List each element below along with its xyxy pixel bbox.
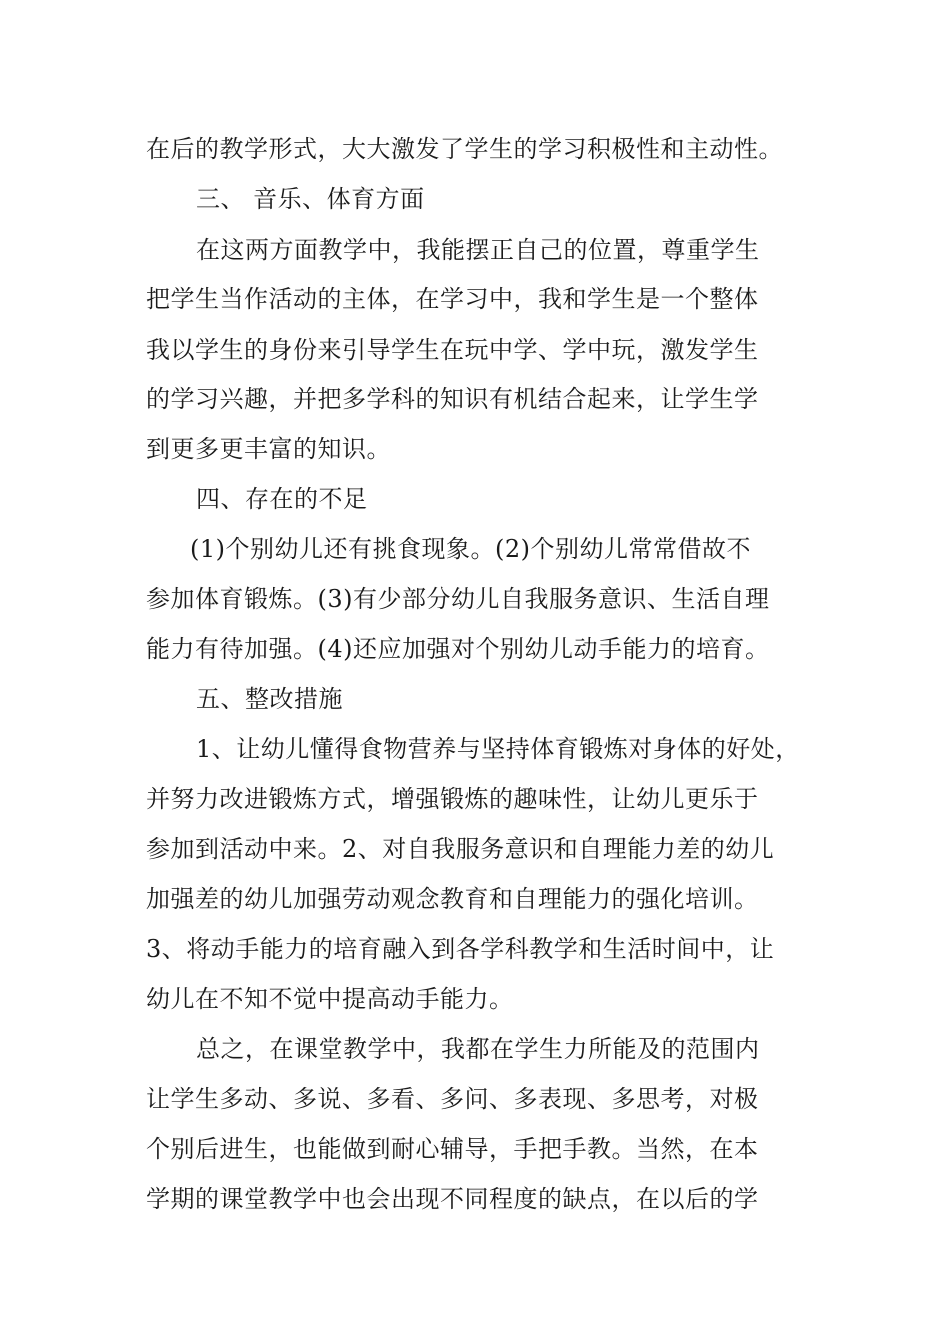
text-line-15: 参加到活动中来。2、对自我服务意识和自理能力差的幼儿 — [146, 835, 775, 863]
text-line-17: 3、将动手能力的培育融入到各学科教学和生活时间中，让 — [146, 935, 775, 963]
text-line-13: 1、让幼儿懂得食物营养与坚持体育锻炼对身体的好处， — [196, 735, 800, 763]
text-line-22: 学期的课堂教学中也会出现不同程度的缺点，在以后的学 — [146, 1185, 759, 1213]
text-line-5: 我以学生的身份来引导学生在玩中学、学中玩，激发学生 — [146, 336, 759, 364]
text-line-11: 能力有待加强。(4)还应加强对个别幼儿动手能力的培育。 — [146, 635, 770, 663]
text-line-14: 并努力改进锻炼方式，增强锻炼的趣味性，让幼儿更乐于 — [146, 785, 759, 813]
section-heading-5: 五、整改措施 — [196, 685, 343, 713]
text-line-21: 个别后进生，也能做到耐心辅导，手把手教。当然，在本 — [146, 1135, 759, 1163]
text-line-9: (1)个别幼儿还有挑食现象。(2)个别幼儿常常借故不 — [190, 535, 751, 563]
text-line-3: 在这两方面教学中，我能摆正自己的位置，尊重学生 — [196, 236, 760, 264]
text-line-16: 加强差的幼儿加强劳动观念教育和自理能力的强化培训。 — [146, 885, 759, 913]
text-line-18: 幼儿在不知不觉中提高动手能力。 — [146, 985, 514, 1013]
section-heading-3: 三、 音乐、体育方面 — [196, 185, 425, 213]
text-line-10: 参加体育锻炼。(3)有少部分幼儿自我服务意识、生活自理 — [146, 585, 770, 613]
text-line-1: 在后的教学形式，大大激发了学生的学习积极性和主动性。 — [146, 135, 783, 163]
section-heading-4: 四、存在的不足 — [196, 485, 368, 513]
text-line-6: 的学习兴趣，并把多学科的知识有机结合起来，让学生学 — [146, 385, 759, 413]
text-line-7: 到更多更丰富的知识。 — [146, 435, 391, 463]
text-line-19: 总之，在课堂教学中，我都在学生力所能及的范围内 — [196, 1035, 760, 1063]
text-line-20: 让学生多动、多说、多看、多问、多表现、多思考，对极 — [146, 1085, 759, 1113]
text-line-4: 把学生当作活动的主体，在学习中，我和学生是一个整体 — [146, 285, 759, 313]
